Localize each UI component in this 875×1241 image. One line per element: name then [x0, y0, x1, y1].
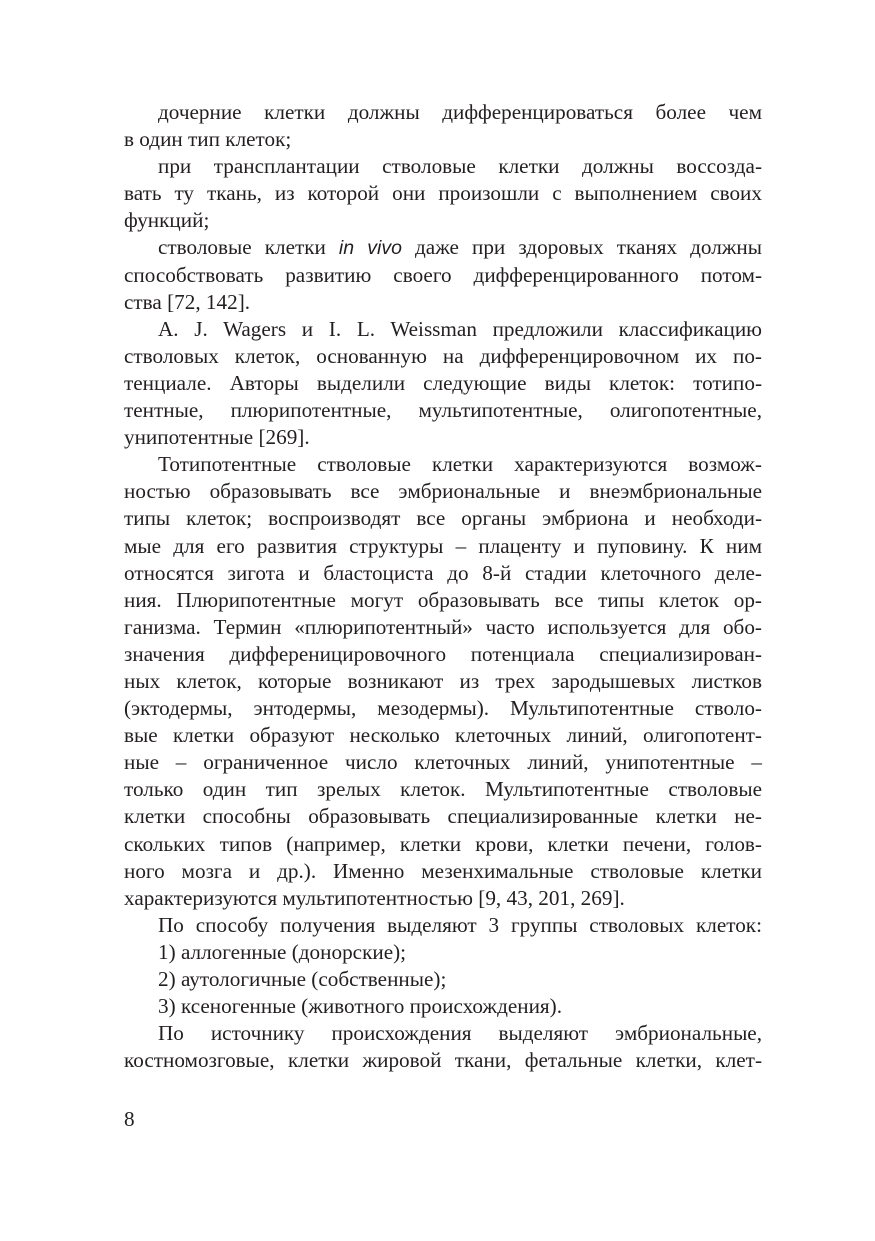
text-line: ных клеток, которые возникают из трех зародышевых листков [124, 668, 762, 693]
text-line: ные – ограниченное число клеточных линий, унипотентные – [124, 750, 762, 775]
text-line: ния. Плюрипотентные могут образовывать все типы клеток ор- [124, 587, 762, 612]
text-line: в один тип клеток; [124, 127, 292, 152]
text-segment: стволовые клетки [158, 235, 339, 260]
text-line: характеризуются мультипотентностью [9, 43, 201, 269]. [124, 885, 625, 910]
text-segment: даже при здоровых тканях должны [401, 235, 763, 260]
text-line: дочерние клетки должны дифференцироваться более чем [158, 100, 762, 124]
text-line: 2) аутологичные (собственные); [158, 967, 447, 991]
text-line: унипотентные [269]. [124, 425, 310, 450]
italic-term: in vivo [338, 237, 402, 260]
page-body [124, 99, 762, 1074]
text-line: (эктодермы, энтодермы, мезодермы). Мультипотентные стволо- [124, 696, 762, 721]
text-line: 1) аллогенные (донорские); [158, 939, 407, 964]
text-line: ганизма. Термин «плюрипотентный» часто используется для обо- [124, 614, 762, 639]
text-line: стволовых клеток, основанную на дифференцировочном их по- [124, 343, 762, 368]
text-line: По источнику происхождения выделяют эмбриональные, [158, 1021, 762, 1046]
text-line: типы клеток; воспроизводят все органы эмбриона и необходи- [124, 506, 762, 531]
text-line: только один тип зрелых клеток. Мультипотентные стволовые [124, 777, 762, 802]
text-line: A. J. Wagers и I. L. Weissman предложили классификацию [158, 316, 762, 341]
page-number: 8 [124, 1107, 135, 1131]
text-line: мые для его развития структуры – плаценту и пуповину. К ним [124, 533, 762, 558]
text-line: Тотипотентные стволовые клетки характеризуются возмож- [158, 452, 762, 477]
text-line: относятся зигота и бластоциста до 8-й стадии клеточного деле- [124, 560, 762, 585]
text-line: способствовать развитию своего дифференцированного потом- [124, 262, 762, 287]
text-line: значения дифференицировочного потенциала специализирован- [124, 641, 762, 666]
text-line: вать ту ткань, из которой они произошли с выполнением своих [124, 181, 762, 206]
text-line: костномозговые, клетки жировой ткани, фетальные клетки, клет- [124, 1048, 762, 1073]
text-line: ства [72, 142]. [124, 289, 251, 314]
text-line: ностью образовывать все эмбриональные и внеэмбриональные [124, 479, 762, 504]
text-line: клетки способны образовывать специализированные клетки не- [124, 804, 762, 829]
text-line: 3) ксеногенные (животного происхождения). [158, 994, 563, 1019]
text-line: тенциале. Авторы выделили следующие виды клеток: тотипо- [124, 370, 762, 395]
text-line: при трансплантации стволовые клетки должны воссозда- [158, 154, 762, 179]
text-line: скольких типов (например, клетки крови, клетки печени, голов- [124, 831, 762, 856]
text-line: функций; [124, 208, 210, 233]
text-line: тентные, плюрипотентные, мультипотентные, олигопотентные, [124, 398, 762, 423]
text-line: По способу получения выделяют 3 группы стволовых клеток: [158, 912, 762, 937]
text-line: вые клетки образуют несколько клеточных линий, олигопотент- [124, 723, 762, 748]
text-line: ного мозга и др.). Именно мезенхимальные стволовые клетки [124, 858, 762, 883]
text-line [124, 234, 762, 261]
